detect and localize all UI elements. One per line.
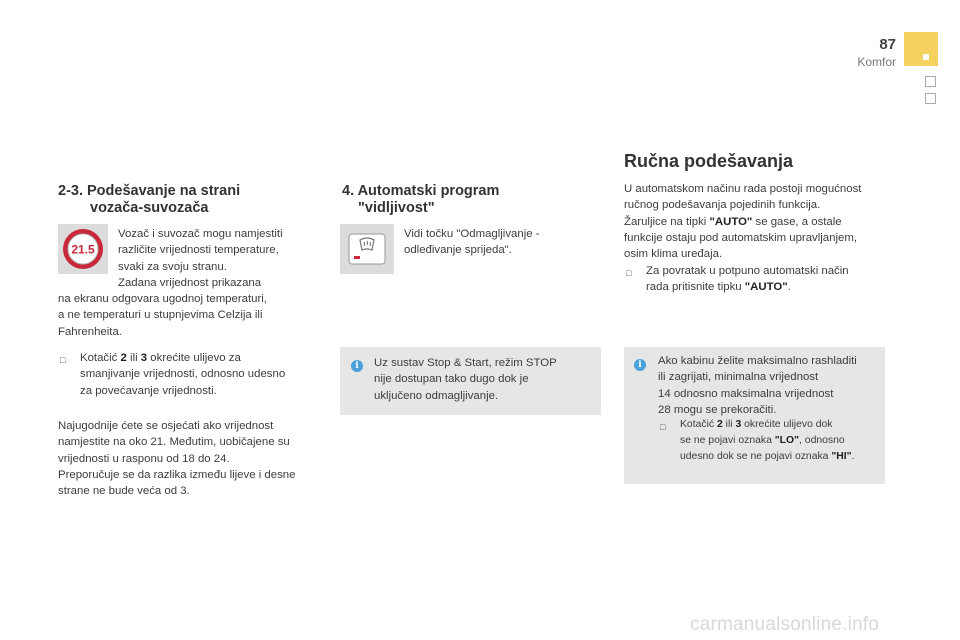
auto-return-instruction: Za povratak u potpuno automatski način rada pritisnite tipku "AUTO". <box>646 265 849 294</box>
knob-instruction: Kotačić 2 ili 3 okrećite ulijevo za smanjivanje vrijednosti, odnosno udesno za povećavanje vrijednosti. <box>80 352 286 397</box>
bullet-marker: □ <box>660 422 666 432</box>
watermark: carmanualsonline.info <box>690 614 880 635</box>
page-number: 87 <box>879 36 896 53</box>
section-tab <box>904 32 938 66</box>
section-title: Komfor <box>857 55 896 69</box>
visibility-text: Vidi točku "Odmagljivanje - odleđivanje sprijeda". <box>404 228 540 257</box>
stop-start-note: i Uz sustav Stop & Start, režim STOP nije dostupan tako dugo dok je uključeno odmagljivanje. <box>340 347 601 415</box>
heading-driver-passenger: 2-3. Podešavanje na strani vozača-suvozača <box>58 183 241 216</box>
driver-intro-continued: na ekranu odgovara ugodnoj temperaturi, a ne temperaturi u stupnjevima Celzija ili Fahrenheita. <box>58 293 267 338</box>
temperature-display-value: 21.5 <box>71 242 95 257</box>
max-cooling-note: i Ako kabinu želite maksimalno rashladiti ili zagrijati, minimalna vrijednost 14 odnosno maksimalna vrijednost 28 mogu se prekoračiti. □ Kotačić 2 ili 3 okrećite ulijevo dok se ne pojavi oznaka "LO", odnosno udesno dok se ne pojavi oznaka "HI". <box>624 347 885 484</box>
bullet-marker: □ <box>60 355 66 365</box>
bullet-marker: □ <box>626 268 632 278</box>
tab-marker <box>923 54 929 60</box>
info-icon: i <box>634 359 646 371</box>
windscreen-defrost-icon <box>340 224 394 274</box>
heading-manual-settings: Ručna podešavanja <box>624 151 794 171</box>
comfort-tip: Najugodnije ćete se osjećati ako vrijednost namjestite na oko 21. Međutim, uobičajene su vrijednosti u rasponu od 18 do 24. Preporučuje se da razlika između lijeve i desne strane ne bude veća od 3. <box>58 420 296 498</box>
nav-square-2 <box>925 93 936 104</box>
manual-intro: U automatskom načinu rada postoji mogućnost ručnog podešavanja pojedinih funkcija. Žaruljice na tipki "AUTO" se gase, a ostale funkcije ostaju pod automatskim upravljanjem, osim klima uređaja. <box>624 183 862 261</box>
temperature-knob-image <box>58 224 108 274</box>
driver-intro-text: Vozač i suvozač mogu namjestiti različite vrijednosti temperature, svaki za svoju stranu. Zadana vrijednost prikazana <box>118 228 283 289</box>
temperature-knob-icon <box>58 224 108 274</box>
info-icon: i <box>351 360 363 372</box>
nav-square-1 <box>925 76 936 87</box>
heading-visibility-program: 4. Automatski program "vidljivost" <box>342 183 500 216</box>
defrost-button-image <box>340 224 394 274</box>
